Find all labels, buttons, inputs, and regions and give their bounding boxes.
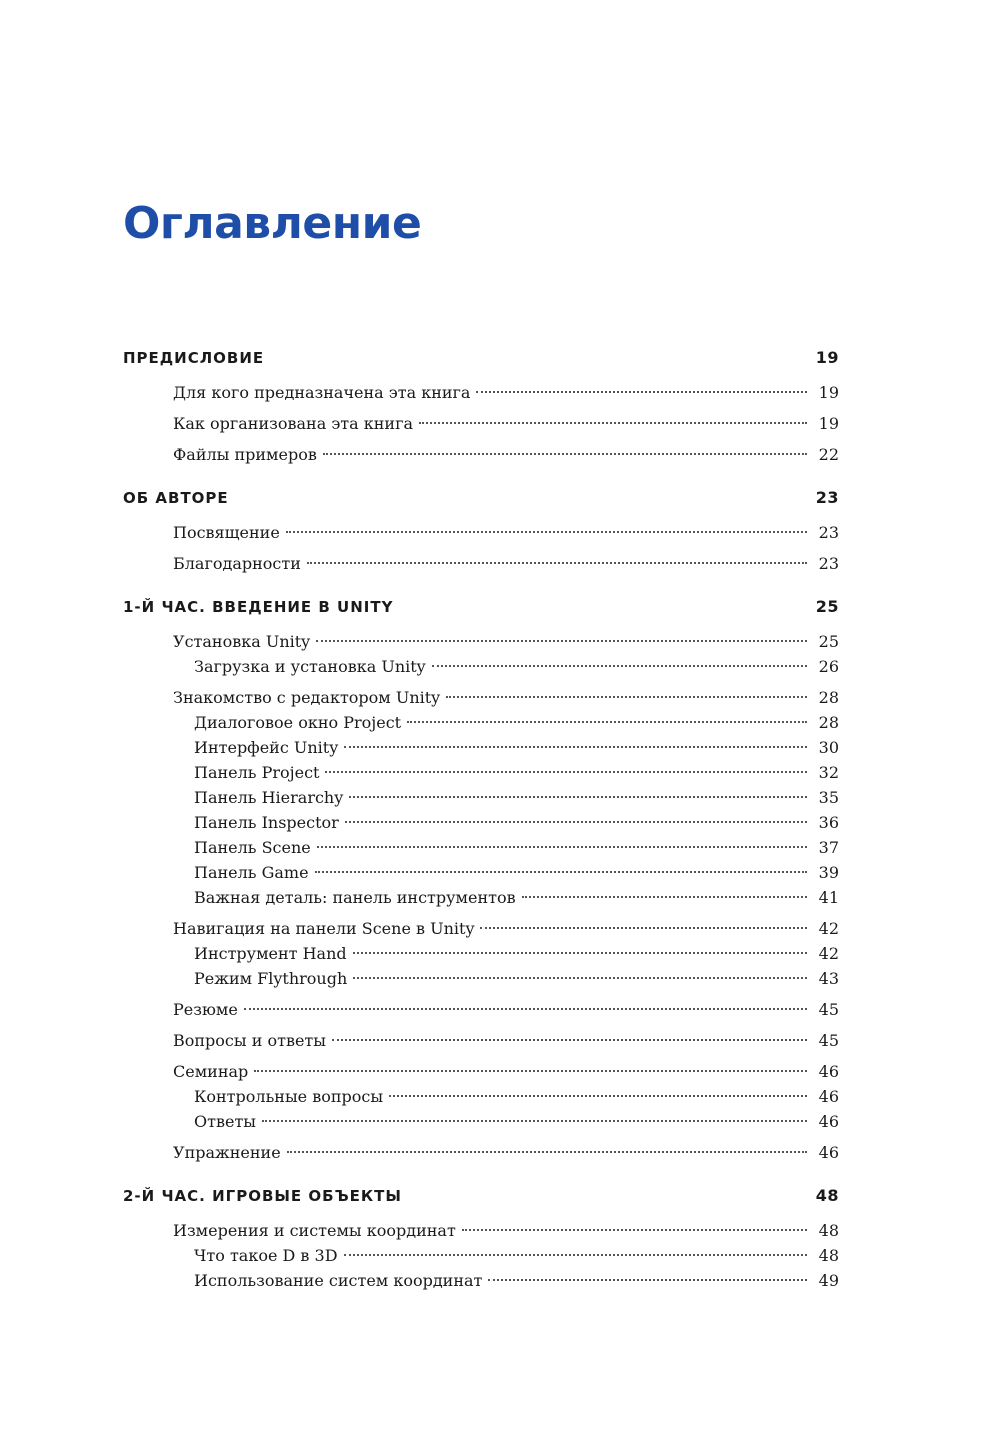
chapter-heading[interactable] [123,344,839,372]
entry-label: Панель Inspector [194,813,339,832]
toc-subsection-entry[interactable] [123,885,839,910]
chapter-title: ОБ АВТОРЕ [123,489,229,507]
dot-leader [353,977,807,979]
dot-leader [345,821,807,823]
dot-leader [325,771,807,773]
entry-page-number: 41 [818,888,839,907]
dot-leader [389,1095,807,1097]
toc-section-entry[interactable] [123,629,839,654]
entry-page-number: 28 [818,688,839,707]
entry-page-number: 49 [818,1271,839,1290]
chapter-heading[interactable] [123,593,839,621]
toc-section-entry[interactable] [123,380,839,405]
entry-page-number: 43 [818,969,839,988]
entry-label: Ответы [194,1112,257,1131]
entry-label: Что такое D в 3D [194,1246,338,1265]
entry-page-number: 28 [818,713,839,732]
entry-label: Инструмент Hand [194,944,347,963]
dot-leader [316,640,807,642]
dot-leader [353,952,807,954]
toc-section-group [123,520,839,545]
toc-section-group [123,551,839,576]
toc-section-entry[interactable] [123,916,839,941]
entry-page-number: 22 [818,445,839,464]
dot-leader [480,927,807,929]
entry-label: Измерения и системы координат [173,1221,456,1240]
toc-section-group [123,380,839,405]
toc-subsection-entry[interactable] [123,835,839,860]
toc-section-entry[interactable] [123,1218,839,1243]
dot-leader [476,391,807,393]
entry-page-number: 37 [818,838,839,857]
entry-label: Контрольные вопросы [194,1087,384,1106]
entry-label: Режим Flythrough [194,969,348,988]
toc-section-entry[interactable] [123,520,839,545]
entry-page-number: 46 [818,1112,839,1131]
toc-subsection-entry[interactable] [123,654,839,679]
chapter-title: 2-Й ЧАС. ИГРОВЫЕ ОБЪЕКТЫ [123,1187,402,1205]
dot-leader [244,1008,807,1010]
toc-subsection-entry[interactable] [123,760,839,785]
toc-section-entry[interactable] [123,1028,839,1053]
toc-section-group [123,1218,839,1293]
toc-section-entry[interactable] [123,685,839,710]
entry-label: Использование систем координат [194,1271,483,1290]
dot-leader [317,846,807,848]
entry-label: Панель Project [194,763,320,782]
dot-leader [332,1039,807,1041]
chapter-title: ПРЕДИСЛОВИЕ [123,349,265,367]
chapter-title: 1-Й ЧАС. ВВЕДЕНИЕ В UNITY [123,598,394,616]
toc-section-entry[interactable] [123,1059,839,1084]
toc-subsection-entry[interactable] [123,710,839,735]
dot-leader [522,896,807,898]
entry-page-number: 42 [818,944,839,963]
entry-page-number: 19 [818,414,839,433]
toc-section-group [123,1140,839,1165]
entry-page-number: 46 [818,1062,839,1081]
entry-label: Загрузка и установка Unity [194,657,426,676]
entry-label: Упражнение [173,1143,281,1162]
entry-page-number: 32 [818,763,839,782]
page-title: Оглавление [123,198,422,249]
toc-subsection-entry[interactable] [123,1243,839,1268]
entry-page-number: 19 [818,383,839,402]
entry-page-number: 45 [818,1031,839,1050]
toc-section-entry[interactable] [123,551,839,576]
dot-leader [349,796,807,798]
toc-section-entry[interactable] [123,442,839,467]
entry-label: Резюме [173,1000,238,1019]
toc-subsection-entry[interactable] [123,785,839,810]
entry-label: Для кого предназначена эта книга [173,383,471,402]
toc-subsection-entry[interactable] [123,810,839,835]
toc-section-group [123,442,839,467]
toc-section-entry[interactable] [123,997,839,1022]
entry-page-number: 26 [818,657,839,676]
dot-leader [446,696,807,698]
dot-leader [287,1151,807,1153]
dot-leader [488,1279,807,1281]
toc-subsection-entry[interactable] [123,735,839,760]
entry-page-number: 42 [818,919,839,938]
dot-leader [262,1120,807,1122]
entry-label: Интерфейс Unity [194,738,339,757]
dot-leader [344,1254,807,1256]
toc-section-group [123,997,839,1022]
entry-page-number: 23 [818,554,839,573]
entry-page-number: 25 [818,632,839,651]
entry-page-number: 35 [818,788,839,807]
chapter-heading[interactable] [123,484,839,512]
dot-leader [344,746,807,748]
entry-page-number: 36 [818,813,839,832]
dot-leader [419,422,807,424]
entry-label: Знакомство с редактором Unity [173,688,441,707]
entry-label: Диалоговое окно Project [194,713,402,732]
toc-section-entry[interactable] [123,411,839,436]
dot-leader [323,453,807,455]
dot-leader [307,562,807,564]
toc-chapter [123,593,839,1165]
toc-chapter [123,1182,839,1293]
toc-section-group [123,1028,839,1053]
entry-label: Панель Hierarchy [194,788,344,807]
toc-chapter [123,344,839,467]
toc-section-group [123,629,839,679]
table-of-contents [123,344,839,1310]
toc-subsection-entry[interactable] [123,1084,839,1109]
toc-subsection-entry[interactable] [123,966,839,991]
entry-page-number: 23 [818,523,839,542]
entry-label: Вопросы и ответы [173,1031,327,1050]
entry-label: Установка Unity [173,632,311,651]
entry-page-number: 45 [818,1000,839,1019]
entry-label: Панель Game [194,863,309,882]
toc-subsection-entry[interactable] [123,1268,839,1293]
entry-page-number: 46 [818,1143,839,1162]
chapter-page-number: 23 [815,488,839,507]
entry-page-number: 30 [818,738,839,757]
entry-label: Посвящение [173,523,280,542]
entry-page-number: 46 [818,1087,839,1106]
dot-leader [286,531,807,533]
toc-section-group [123,916,839,991]
entry-page-number: 39 [818,863,839,882]
entry-page-number: 48 [818,1246,839,1265]
entry-label: Как организована эта книга [173,414,414,433]
chapter-page-number: 25 [815,597,839,616]
entry-label: Панель Scene [194,838,311,857]
dot-leader [462,1229,807,1231]
toc-section-group [123,411,839,436]
toc-subsection-entry[interactable] [123,1109,839,1134]
toc-subsection-entry[interactable] [123,941,839,966]
entry-label: Навигация на панели Scene в Unity [173,919,475,938]
chapter-page-number: 19 [815,348,839,367]
chapter-heading[interactable] [123,1182,839,1210]
entry-label: Важная деталь: панель инструментов [194,888,516,907]
dot-leader [432,665,807,667]
entry-label: Семинар [173,1062,249,1081]
dot-leader [254,1070,807,1072]
toc-section-group [123,1059,839,1134]
entry-label: Благодарности [173,554,301,573]
toc-section-entry[interactable] [123,1140,839,1165]
chapter-page-number: 48 [815,1186,839,1205]
dot-leader [407,721,807,723]
dot-leader [315,871,807,873]
toc-subsection-entry[interactable] [123,860,839,885]
toc-chapter [123,484,839,576]
entry-page-number: 48 [818,1221,839,1240]
entry-label: Файлы примеров [173,445,317,464]
toc-section-group [123,685,839,910]
